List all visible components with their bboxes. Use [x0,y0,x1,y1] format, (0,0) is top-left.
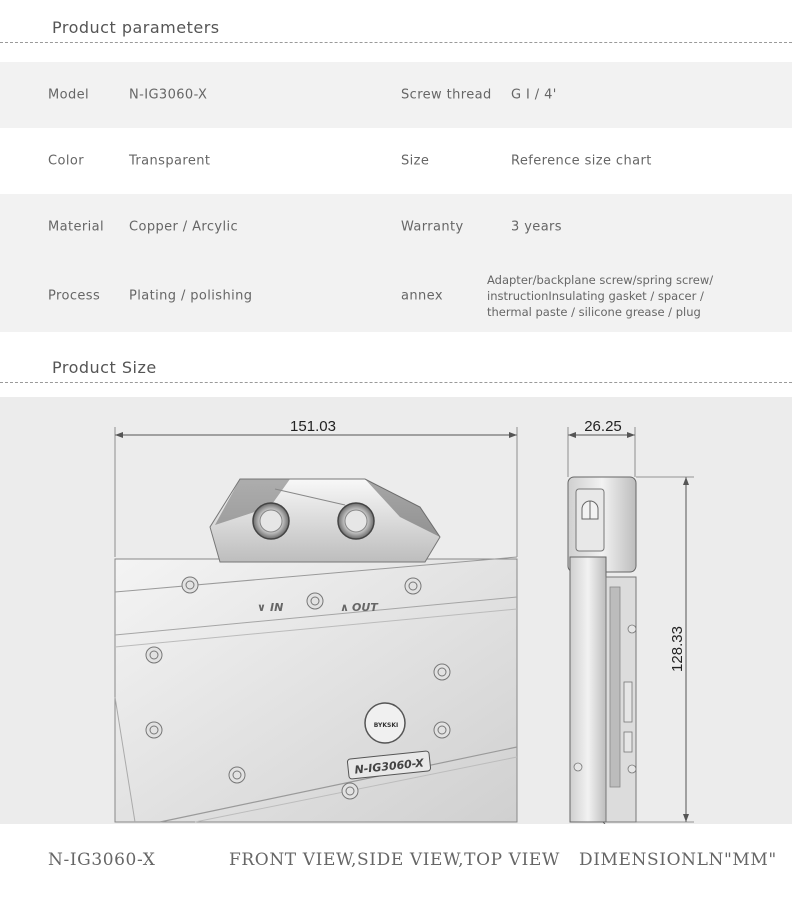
param-label: annex [401,288,443,304]
param-label: Color [48,153,84,169]
param-row-material [0,194,792,260]
flow-arrow-up-icon: ∧ [340,601,349,614]
brand-logo-text: BYKSKI [373,722,399,729]
param-label: Model [48,87,90,103]
param-row-model [0,62,792,128]
front-view [115,479,517,822]
annex-line: thermal paste / silicone grease / plug [487,305,701,319]
model-nameplate-text: N-IG3060-X [353,756,425,777]
param-value: N-IG3060-X [129,87,208,103]
technical-drawing [0,397,792,824]
param-label: Size [401,153,430,169]
param-row-process [0,260,792,332]
caption-views: FRONT VIEW,SIDE VIEW,TOP VIEW [229,850,560,870]
params-section-title: Product parameters [52,18,220,37]
param-label: Material [48,219,105,235]
annex-value [487,272,713,320]
param-label: Warranty [401,219,464,235]
annex-line: Adapter/backplane screw/spring screw/ [487,273,714,287]
in-label: IN [270,601,284,614]
flow-arrow-down-icon: ∨ [257,601,266,614]
param-value: Transparent [129,153,211,169]
width-dimension-label: 151.03 [290,418,336,435]
annex-line: instructionInsulating gasket / spacer / [487,289,704,303]
size-divider [0,382,792,383]
param-value: G I / 4' [511,87,557,103]
caption-unit: DIMENSIONLN"MM" [579,850,777,870]
params-divider [0,42,792,43]
out-label: OUT [352,601,378,614]
param-value: Reference size chart [511,153,652,169]
caption-model: N-IG3060-X [48,850,156,870]
side-view [568,477,636,824]
param-row-color [0,128,792,194]
param-value: Copper / Arcylic [129,219,239,235]
params-table [0,62,792,332]
param-value: 3 years [511,219,562,235]
height-dimension-label: 128.33 [669,626,686,672]
size-section-title: Product Size [52,358,157,377]
height-dimension [636,477,694,822]
param-label: Process [48,288,101,304]
depth-dimension-label: 26.25 [584,418,622,435]
param-label: Screw thread [401,87,492,103]
param-value: Plating / polishing [129,288,253,304]
depth-dimension [568,418,635,477]
